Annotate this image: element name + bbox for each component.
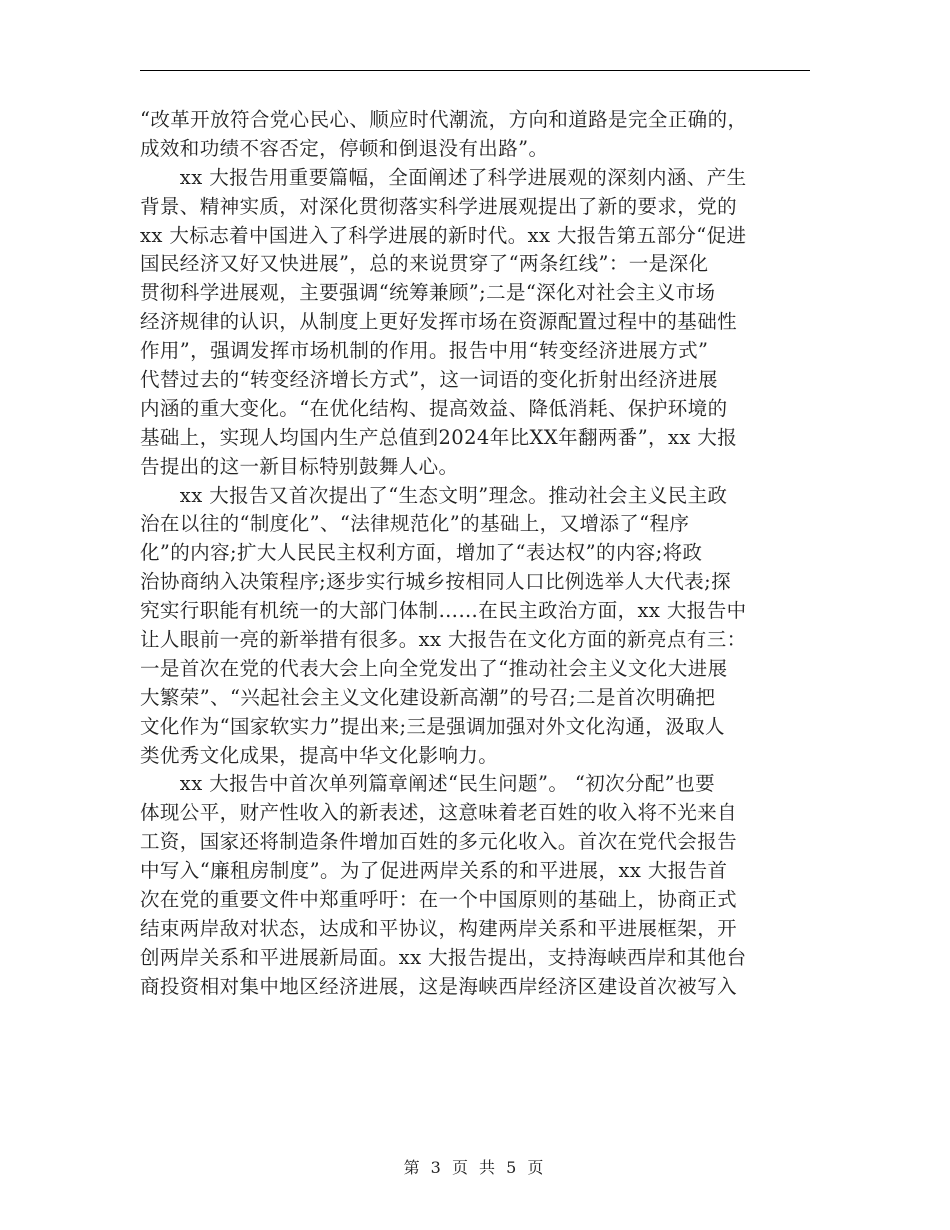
text-line: 让人眼前一亮的新举措有很多。xx 大报告在文化方面的新亮点有三： <box>140 628 747 652</box>
text-line: 背景、精神实质，对深化贯彻落实科学进展观提出了新的要求，党的 <box>140 194 738 218</box>
text-line: 治在以往的“制度化”、“法律规范化”的基础上，又增添了“程序 <box>140 512 690 536</box>
text-line: 经济规律的认识，从制度上更好发挥市场在资源配置过程中的基础性 <box>140 310 738 334</box>
header-rule <box>140 70 810 71</box>
text-line: 化”的内容;扩大人民民主权利方面，增加了“表达权”的内容;将政 <box>140 541 703 565</box>
text-line: 中写入“廉租房制度”。为了促进两岸关系的和平进展，xx 大报告首 <box>140 859 728 883</box>
text-line: 类优秀文化成果，提高中华文化影响力。 <box>140 743 499 767</box>
text-line: xx 大标志着中国进入了科学进展的新时代。xx 大报告第五部分“促进 <box>140 223 747 247</box>
text-line: 究实行职能有机统一的大部门体制……在民主政治方面，xx 大报告中 <box>140 599 747 623</box>
text-line: xx 大报告中首次单列篇章阐述“民生问题”。 “初次分配”也要 <box>140 772 715 796</box>
text-line: 大繁荣”、“兴起社会主义文化建设新高潮”的号召;二是首次明确把 <box>140 685 716 709</box>
text-line: 结束两岸敌对状态，达成和平协议，构建两岸关系和平进展框架，开 <box>140 916 738 940</box>
text-line: “改革开放符合党心民心、顺应时代潮流，方向和道路是完全正确的， <box>140 108 748 131</box>
text-line: xx 大报告又首次提出了“生态文明”理念。推动社会主义民主政 <box>140 483 728 507</box>
text-line: 次在党的重要文件中郑重呼吁：在一个中国原则的基础上，协商正式 <box>140 888 738 912</box>
text-line: 体现公平，财产性收入的新表述，这意味着老百姓的收入将不光来自 <box>140 801 738 825</box>
text-line: 文化作为“国家软实力”提出来;三是强调加强对外文化沟通，汲取人 <box>140 714 725 738</box>
text-line: 创两岸关系和平进展新局面。xx 大报告提出，支持海峡西岸和其他台 <box>140 945 747 969</box>
text-line: 商投资相对集中地区经济进展，这是海峡西岸经济区建设首次被写入 <box>140 974 738 998</box>
body-text <box>140 106 810 1002</box>
text-line: 治协商纳入决策程序;逐步实行城乡按相同人口比例选举人大代表;探 <box>140 570 732 594</box>
text-line: 贯彻科学进展观，主要强调“统筹兼顾”;二是“深化对社会主义市场 <box>140 281 716 305</box>
text-line: 成效和功绩不容否定，停顿和倒退没有出路”。 <box>140 136 549 160</box>
text-line: 代替过去的“转变经济增长方式”，这一词语的变化折射出经济进展 <box>140 368 718 392</box>
text-line: 作用”，强调发挥市场机制的作用。报告中用“转变经济进展方式” <box>140 339 709 363</box>
text-line: 工资，国家还将制造条件增加百姓的多元化收入。首次在党代会报告 <box>140 830 738 854</box>
text-line: 告提出的这一新目标特别鼓舞人心。 <box>140 454 459 478</box>
text-line: 基础上，实现人均国内生产总值到2024年比XX年翻两番”，xx 大报 <box>140 425 738 449</box>
text-line: xx 大报告用重要篇幅，全面阐述了科学进展观的深刻内涵、产生 <box>140 165 747 189</box>
page-footer: 第 3 页 共 5 页 <box>403 1158 547 1177</box>
text-line: 国民经济又好又快进展”，总的来说贯穿了“两条红线”：一是深化 <box>140 252 709 276</box>
text-line: 一是首次在党的代表大会上向全党发出了“推动社会主义文化大进展 <box>140 656 728 680</box>
text-line: 内涵的重大变化。“在优化结构、提高效益、降低消耗、保护环境的 <box>140 396 728 420</box>
